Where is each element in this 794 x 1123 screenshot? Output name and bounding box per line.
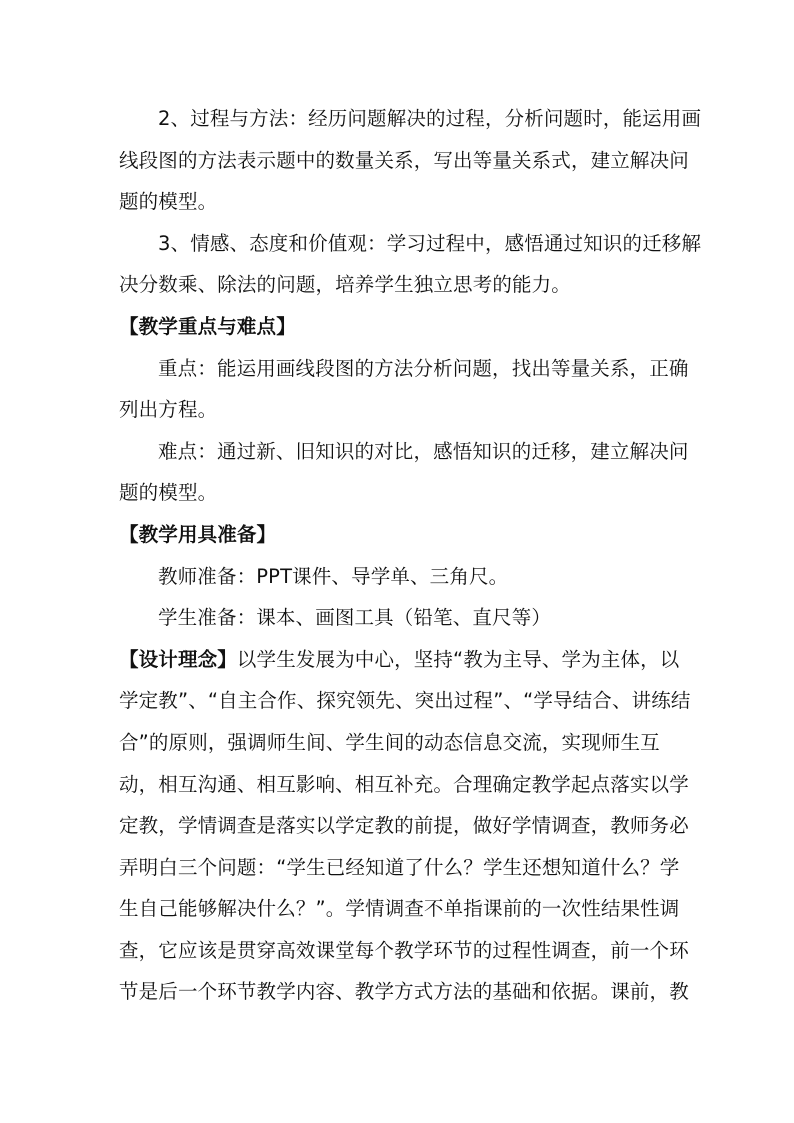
body-line: 定教，学情调查是落实以学定教的前提，做好学情调查，教师务必 [119, 814, 689, 838]
body-line: 生自己能够解决什么？”。学情调查不单指课前的一次性结果性调 [119, 897, 680, 921]
design-concept-label: 【设计理念】 [119, 647, 237, 671]
section-heading-teaching-tools: 【教学用具准备】 [119, 522, 277, 546]
body-line: 学定教”、“自主合作、探究领先、突出过程”、“学导结合、讲练结 [119, 689, 691, 713]
body-line: 动，相互沟通、相互影响、相互补充。合理确定教学起点落实以学 [119, 772, 689, 796]
section-heading-key-points: 【教学重点与难点】 [119, 314, 296, 338]
body-line: 重点：能运用画线段图的方法分析问题，找出等量关系，正确 [158, 356, 689, 380]
body-line: 查，它应该是贯穿高效课堂每个教学环节的过程性调查，前一个环 [119, 938, 689, 962]
body-line: 难点：通过新、旧知识的对比，感悟知识的迁移，建立解决问 [158, 439, 689, 463]
design-concept-line [119, 639, 679, 681]
body-line: 3、情感、态度和价值观：学习过程中，感悟通过知识的迁移解 [158, 231, 702, 255]
document-body [119, 98, 702, 1013]
body-line: 弄明白三个问题：“学生已经知道了什么？学生还想知道什么？学 [119, 855, 680, 879]
body-line: 合”的原则，强调师生间、学生间的动态信息交流，实现师生互 [119, 730, 660, 754]
body-line: 学生准备：课本、画图工具（铅笔、直尺等） [158, 606, 552, 630]
body-line: 题的模型。 [119, 481, 218, 505]
design-concept-text: 以学生发展为中心，坚持“教为主导、学为主体，以 [236, 647, 680, 671]
body-line: 教师准备：PPT课件、导学单、三角尺。 [158, 564, 509, 588]
body-line: 决分数乘、除法的问题，培养学生独立思考的能力。 [119, 273, 571, 297]
body-line: 题的模型。 [119, 190, 218, 214]
body-line: 线段图的方法表示题中的数量关系，写出等量关系式，建立解决问 [119, 148, 689, 172]
body-line: 列出方程。 [119, 398, 218, 422]
body-line: 节是后一个环节教学内容、教学方式方法的基础和依据。课前，教 [119, 980, 689, 1004]
body-line: 2、过程与方法：经历问题解决的过程，分析问题时，能运用画 [158, 107, 702, 130]
